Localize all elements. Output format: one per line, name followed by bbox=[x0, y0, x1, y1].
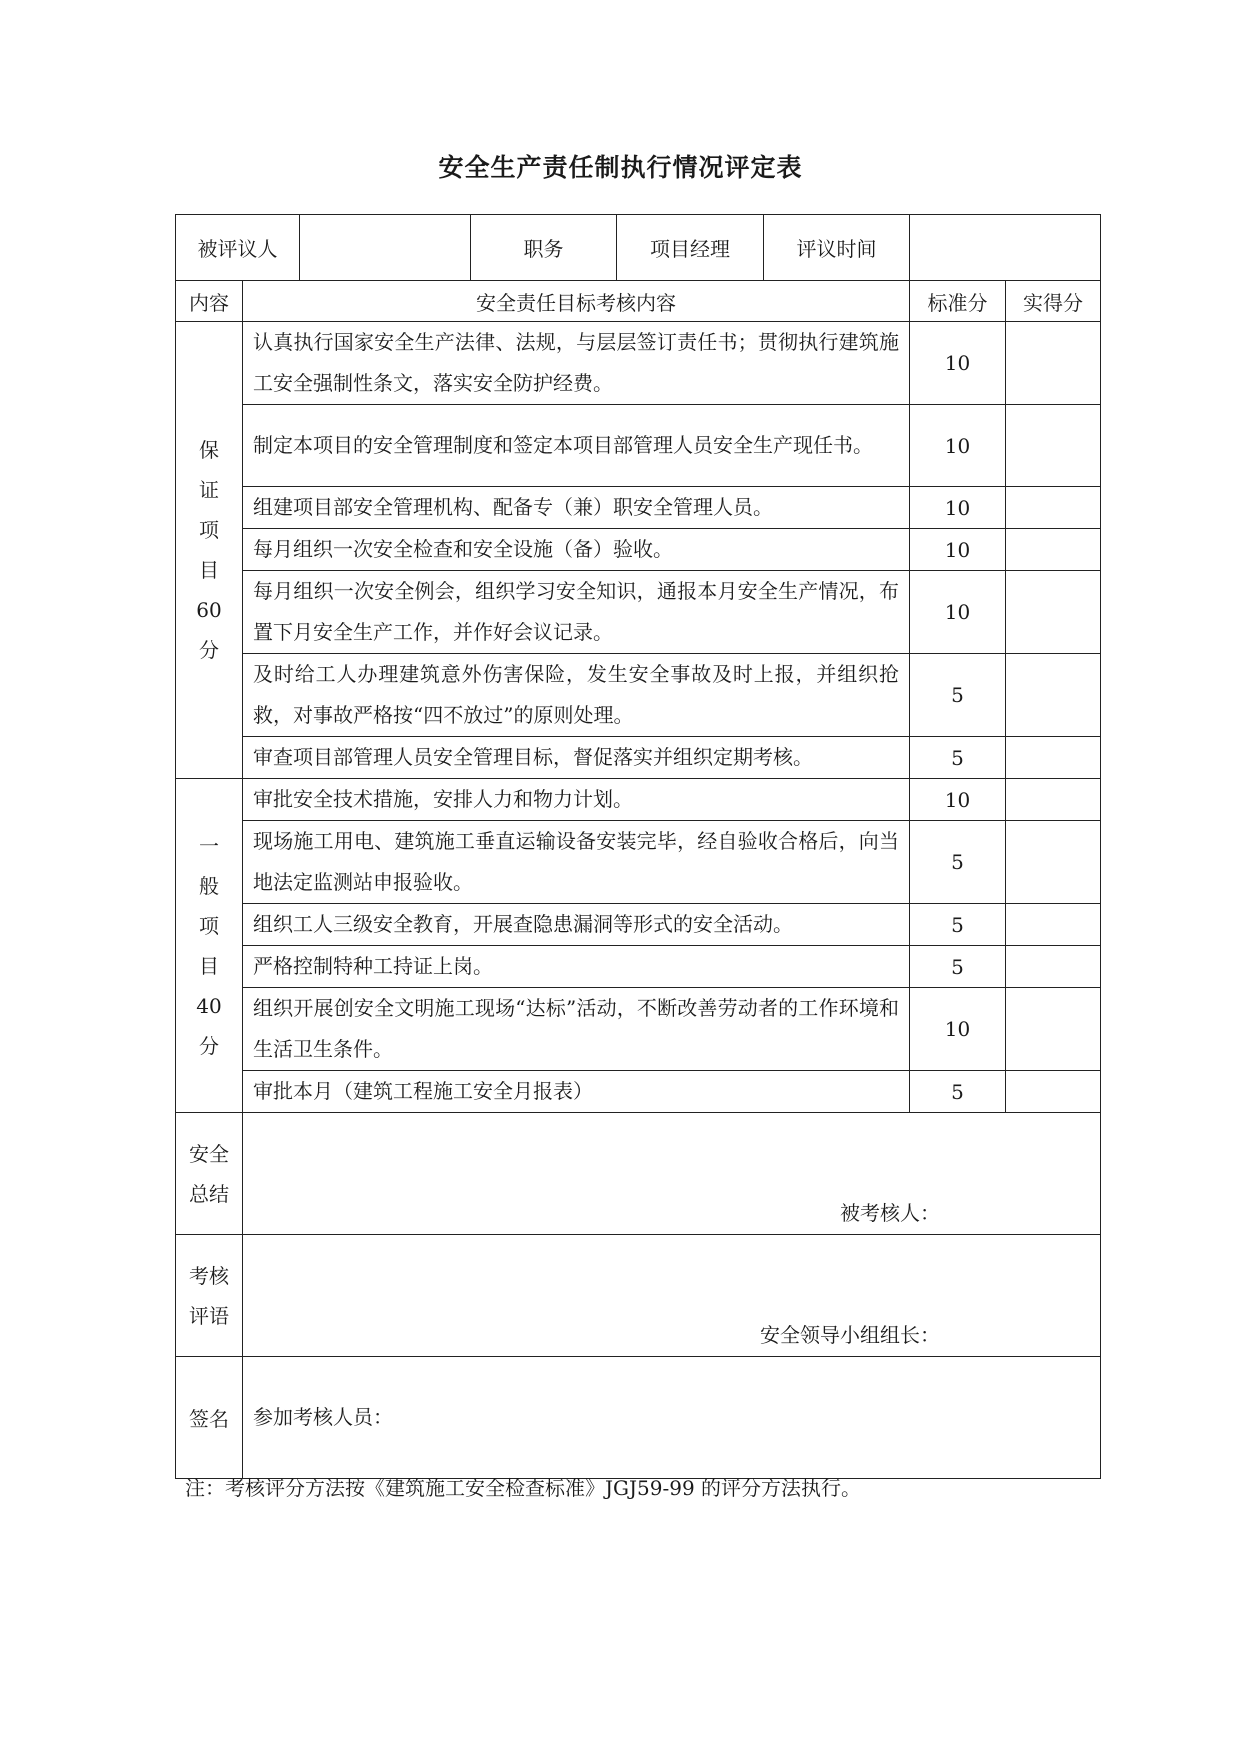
item-standard-score: 10 bbox=[910, 487, 1006, 529]
review-label-text: 考核 评语 bbox=[189, 1263, 229, 1328]
item-actual-score-field[interactable] bbox=[1006, 322, 1101, 405]
item-actual-score-field[interactable] bbox=[1006, 405, 1101, 487]
item-actual-score-field[interactable] bbox=[1006, 737, 1101, 779]
review-signer-label: 安全领导小组组长： bbox=[760, 1323, 940, 1347]
general-section-label-text: 一 般 项 目 40 分 bbox=[196, 833, 222, 1058]
item-actual-score-field[interactable] bbox=[1006, 1071, 1101, 1113]
table-row bbox=[176, 487, 1101, 529]
item-standard-score: 10 bbox=[910, 405, 1006, 487]
review-time-label: 评议时间 bbox=[764, 215, 910, 281]
signature-row bbox=[176, 1357, 1101, 1479]
col-header-actual: 实得分 bbox=[1006, 281, 1101, 322]
footnote: 注：考核评分方法按《建筑施工安全检查标准》JGJ59-99 的评分方法执行。 bbox=[185, 1476, 862, 1500]
table-row bbox=[176, 529, 1101, 571]
item-actual-score-field[interactable] bbox=[1006, 654, 1101, 737]
table-row bbox=[176, 737, 1101, 779]
summary-signer-label: 被考核人： bbox=[840, 1201, 940, 1225]
item-actual-score-field[interactable] bbox=[1006, 487, 1101, 529]
item-text: 制定本项目的安全管理制度和签定本项目部管理人员安全生产现任书。 bbox=[243, 405, 910, 487]
item-text: 组建项目部安全管理机构、配备专（兼）职安全管理人员。 bbox=[243, 487, 910, 529]
item-standard-score: 10 bbox=[910, 779, 1006, 821]
item-standard-score: 5 bbox=[910, 737, 1006, 779]
item-actual-score-field[interactable] bbox=[1006, 904, 1101, 946]
col-header-target: 安全责任目标考核内容 bbox=[243, 281, 910, 322]
item-text: 认真执行国家安全生产法律、法规，与层层签订责任书；贯彻执行建筑施工安全强制性条文，落实安全防护经费。 bbox=[243, 322, 910, 405]
signature-label: 签名 bbox=[176, 1357, 243, 1479]
item-standard-score: 10 bbox=[910, 529, 1006, 571]
table-row bbox=[176, 779, 1101, 821]
review-time-value-field[interactable] bbox=[910, 215, 1101, 281]
item-standard-score: 10 bbox=[910, 988, 1006, 1071]
col-header-content: 内容 bbox=[176, 281, 243, 322]
item-text: 每月组织一次安全检查和安全设施（备）验收。 bbox=[243, 529, 910, 571]
item-text: 现场施工用电、建筑施工垂直运输设备安装完毕，经自验收合格后，向当地法定监测站申报验收。 bbox=[243, 821, 910, 904]
item-text: 审批本月（建筑工程施工安全月报表） bbox=[243, 1071, 910, 1113]
table-row bbox=[176, 654, 1101, 737]
item-actual-score-field[interactable] bbox=[1006, 571, 1101, 654]
item-standard-score: 5 bbox=[910, 904, 1006, 946]
item-text: 组织工人三级安全教育，开展查隐患漏洞等形式的安全活动。 bbox=[243, 904, 910, 946]
item-standard-score: 10 bbox=[910, 322, 1006, 405]
col-header-standard: 标准分 bbox=[910, 281, 1006, 322]
table-row bbox=[176, 1071, 1101, 1113]
header-row bbox=[176, 215, 1101, 281]
item-text: 审查项目部管理人员安全管理目标，督促落实并组织定期考核。 bbox=[243, 737, 910, 779]
signature-content-field[interactable] bbox=[243, 1357, 1101, 1479]
item-standard-score: 5 bbox=[910, 654, 1006, 737]
table-row bbox=[176, 571, 1101, 654]
review-content-field[interactable] bbox=[243, 1235, 1101, 1357]
position-value: 项目经理 bbox=[617, 215, 764, 281]
item-text: 每月组织一次安全例会，组织学习安全知识，通报本月安全生产情况，布置下月安全生产工作，并作好会议记录。 bbox=[243, 571, 910, 654]
guarantee-section-label bbox=[176, 322, 243, 779]
table-row bbox=[176, 904, 1101, 946]
document-title: 安全生产责任制执行情况评定表 bbox=[438, 153, 803, 182]
reviewee-label: 被评议人 bbox=[176, 215, 300, 281]
item-actual-score-field[interactable] bbox=[1006, 529, 1101, 571]
item-actual-score-field[interactable] bbox=[1006, 779, 1101, 821]
review-label bbox=[176, 1235, 243, 1357]
summary-row bbox=[176, 1113, 1101, 1235]
reviewee-value-field[interactable] bbox=[300, 215, 471, 281]
table-row bbox=[176, 405, 1101, 487]
summary-content-field[interactable] bbox=[243, 1113, 1101, 1235]
guarantee-section-label-text: 保 证 项 目 60 分 bbox=[196, 438, 222, 662]
item-text: 组织开展创安全文明施工现场“达标”活动，不断改善劳动者的工作环境和生活卫生条件。 bbox=[243, 988, 910, 1071]
item-standard-score: 5 bbox=[910, 821, 1006, 904]
item-text: 审批安全技术措施，安排人力和物力计划。 bbox=[243, 779, 910, 821]
summary-label bbox=[176, 1113, 243, 1235]
column-header-row bbox=[176, 281, 1101, 322]
review-row bbox=[176, 1235, 1101, 1357]
table-row bbox=[176, 322, 1101, 405]
item-actual-score-field[interactable] bbox=[1006, 988, 1101, 1071]
table-row bbox=[176, 946, 1101, 988]
position-label: 职务 bbox=[471, 215, 617, 281]
item-standard-score: 5 bbox=[910, 946, 1006, 988]
item-actual-score-field[interactable] bbox=[1006, 821, 1101, 904]
table-row bbox=[176, 821, 1101, 904]
summary-label-text: 安全 总结 bbox=[189, 1141, 229, 1206]
item-standard-score: 10 bbox=[910, 571, 1006, 654]
item-standard-score: 5 bbox=[910, 1071, 1006, 1113]
general-section-label bbox=[176, 779, 243, 1113]
evaluation-form-table bbox=[175, 214, 1101, 1479]
item-text: 严格控制特种工持证上岗。 bbox=[243, 946, 910, 988]
signature-text: 参加考核人员： bbox=[253, 1405, 393, 1429]
table-row bbox=[176, 988, 1101, 1071]
item-actual-score-field[interactable] bbox=[1006, 946, 1101, 988]
item-text: 及时给工人办理建筑意外伤害保险，发生安全事故及时上报，并组织抢救，对事故严格按“四不放过”的原则处理。 bbox=[243, 654, 910, 737]
